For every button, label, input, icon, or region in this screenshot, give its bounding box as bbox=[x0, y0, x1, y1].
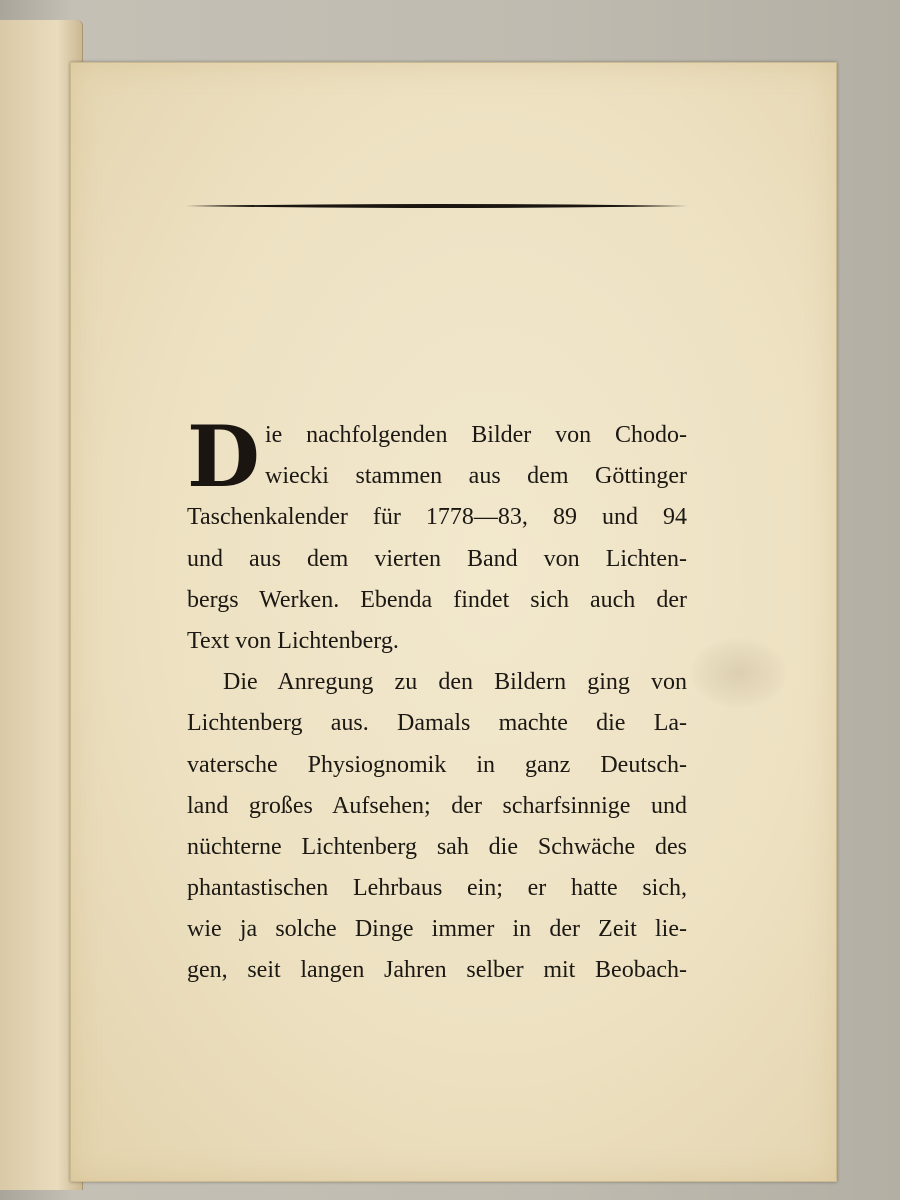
paper-stain bbox=[691, 638, 786, 708]
text-line: Die Anregung zu den Bildern ging von bbox=[223, 669, 687, 696]
text-line: nüchterne Lichtenberg sah die Schwäche des bbox=[187, 833, 687, 860]
text-line: phantastischen Lehrbaus ein; er hatte sich, bbox=[187, 875, 687, 902]
book-page bbox=[70, 62, 837, 1182]
text-line: und aus dem vierten Band von Lichten- bbox=[187, 545, 687, 572]
text-line: land großes Aufsehen; der scharfsinnige und bbox=[187, 792, 687, 819]
text-line: vatersche Physiognomik in ganz Deutsch- bbox=[187, 751, 687, 778]
text-line: Text von Lichtenberg. bbox=[187, 627, 399, 654]
ornamental-rule bbox=[186, 202, 688, 210]
text-line: gen, seit langen Jahren selber mit Beobach- bbox=[187, 957, 687, 984]
text-line: wie ja solche Dinge immer in der Zeit lie- bbox=[187, 916, 687, 943]
text-line: Taschenkalender für 1778—83, 89 und 94 bbox=[187, 504, 687, 531]
drop-cap: D bbox=[187, 407, 260, 506]
text-line: bergs Werken. Ebenda findet sich auch der bbox=[187, 586, 687, 613]
text-line: ie nachfolgenden Bilder von Chodo- bbox=[265, 422, 687, 448]
text-line: wiecki stammen aus dem Göttinger bbox=[265, 463, 687, 490]
paragraph-2 bbox=[187, 662, 687, 992]
body-text bbox=[187, 407, 687, 992]
text-line: Lichtenberg aus. Damals machte die La- bbox=[187, 710, 687, 737]
paragraph-1 bbox=[187, 407, 687, 662]
